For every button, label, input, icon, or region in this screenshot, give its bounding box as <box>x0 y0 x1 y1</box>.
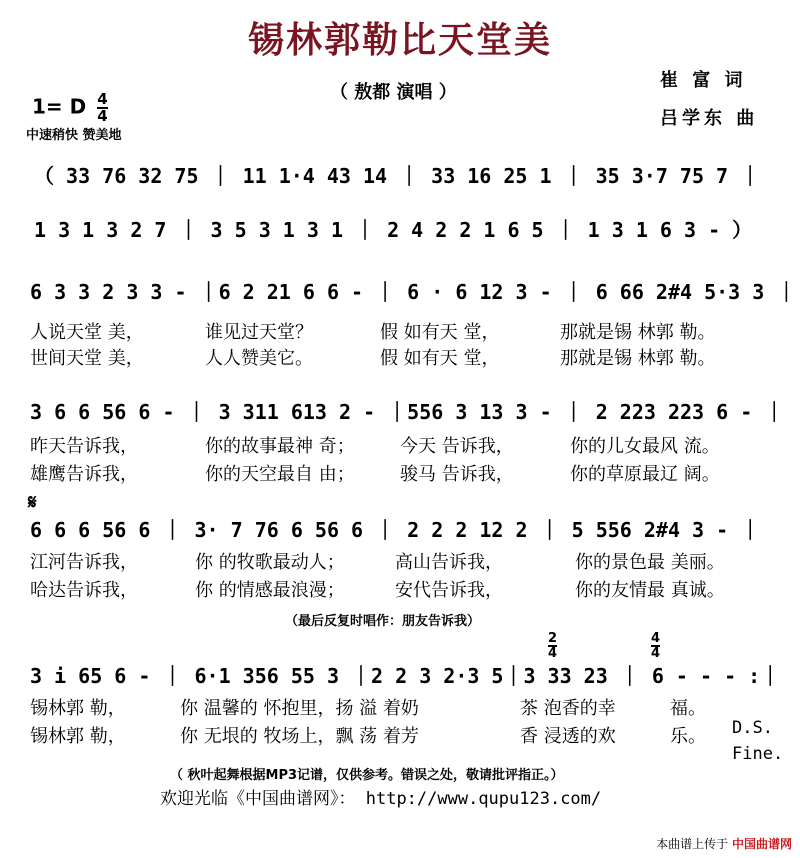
lyric-row-5b: 哈达告诉我， 你 的情感最浪漫； 安代告诉我， 你的友情最 真诚。 <box>30 580 725 601</box>
footer-site: 欢迎光临《中国曲谱网》： http://www.qupu123.com/ <box>160 789 602 809</box>
lyric-row-5a: 江河告诉我， 你 的牧歌最动人； 高山告诉我， 你的景色最 美丽。 <box>30 552 725 573</box>
notation-row-4: 3 6 6 56 6 - ｜ 3 311 613 2 - ｜556 3 13 3 - ｜ 2 223 223 6 - ｜ <box>30 400 785 424</box>
notation-row-6: 3 i 65 6 - ｜ 6·1 356 55 3 ｜2 2 3 2·3 5｜3 33 23 ｜ 6 - - - :｜ <box>30 664 781 688</box>
composer: 吕学东 曲 <box>660 108 759 129</box>
lyric-row-3a: 人说天堂 美， 谁见过天堂？ 假 如有天 堂， 那就是锡 林郭 勒。 <box>30 322 716 343</box>
site-logo: 中国曲谱网 <box>731 837 792 851</box>
lyric-row-4b: 雄鹰告诉我， 你的天空最自 由； 骏马 告诉我， 你的草原最辽 阔。 <box>30 464 720 485</box>
tempo-marking: 中速稍快 赞美地 <box>26 128 122 143</box>
lyric-row-6a: 锡林郭 勒， 你 温馨的 怀抱里，扬 溢 着奶 茶 泡香的幸 福。 <box>30 698 706 719</box>
notation-row-5: 6 6 6 56 6 ｜ 3· 7 76 6 56 6 ｜ 2 2 2 12 2 ｜ 5 556 2#4 3 - ｜ <box>30 518 761 542</box>
lyricist: 崔 富 词 <box>660 70 747 91</box>
time-signature: $\frac{4}{4}$ <box>97 90 108 125</box>
meter-change-2-4: 2 4 <box>548 631 558 661</box>
song-title: 锡林郭勒比天堂美 <box>247 19 552 61</box>
lyric-row-4a: 昨天告诉我， 你的故事最神 奇； 今天 告诉我， 你的儿女最风 流。 <box>30 436 720 457</box>
key-signature <box>32 92 108 124</box>
notation-row-3: 6 3 3 2 3 3 - ｜6 2 21 6 6 - ｜ 6 · 6 12 3 - ｜ 6 66 2#4 5·3 3 ｜ <box>30 280 797 304</box>
notation-row-2: 1 3 1 3 2 7 ｜ 3 5 3 1 3 1 ｜ 2 4 2 2 1 6 5 ｜ 1 3 1 6 3 - ） <box>34 218 753 242</box>
footer-note: （ 秋叶起舞根据MP3记谱，仅供参考。错误之处，敬请批评指正。） <box>170 768 564 783</box>
segno-sign: 𝄋 <box>28 490 37 514</box>
notation-row-1: （ 33 76 32 75 ｜ 11 1·4 43 14 ｜ 33 16 25 1 ｜ 35 3·7 75 7 ｜ <box>34 164 761 188</box>
meter-change-4-4: 4 4 <box>651 631 661 661</box>
fine-marking: Fine. <box>732 744 784 764</box>
lyric-row-3b: 世间天堂 美， 人人赞美它。 假 如有天 堂， 那就是锡 林郭 勒。 <box>30 348 716 369</box>
ds-marking: D.S. <box>732 718 773 738</box>
performer-line: （ 敖都 演唱 ） <box>330 82 457 103</box>
upload-credit: 本曲谱上传于 中国曲谱网 <box>656 837 792 851</box>
lyric-row-6b: 锡林郭 勒， 你 无垠的 牧场上，飘 荡 着芳 香 浸透的欢 乐。 <box>30 726 706 747</box>
repeat-note: （最后反复时唱作：朋友告诉我） <box>285 614 481 629</box>
key-label: 1= D <box>32 94 87 119</box>
